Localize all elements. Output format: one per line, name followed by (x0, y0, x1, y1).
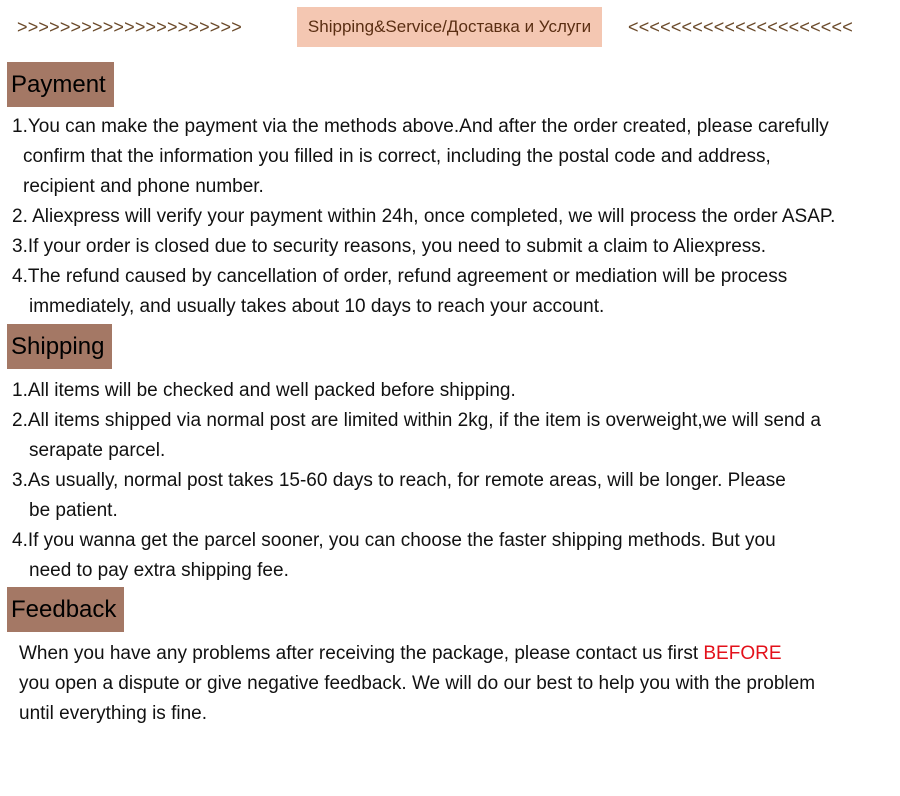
feedback-line-1-text: When you have any problems after receiving the package, please contact us first (19, 643, 704, 664)
before-highlight: BEFORE (703, 643, 782, 664)
shipping-service-banner (0, 0, 900, 56)
payment-line-2: confirm that the information you filled in is correct, including the postal code and address, (23, 146, 771, 167)
feedback-line-3: until everything is fine. (19, 703, 207, 724)
shipping-line-2: 2.All items shipped via normal post are limited within 2kg, if the item is overweight,we will send a (12, 410, 821, 431)
payment-heading: Payment (7, 62, 114, 107)
shipping-line-1: 1.All items will be checked and well packed before shipping. (12, 380, 516, 401)
shipping-line-5: be patient. (29, 500, 118, 521)
banner-title: Shipping&Service/Доставка и Услуги (297, 7, 602, 47)
payment-line-5: 3.If your order is closed due to security reasons, you need to submit a claim to Aliexpress. (12, 236, 767, 257)
payment-line-4: 2. Aliexpress will verify your payment within 24h, once completed, we will process the order ASAP. (12, 206, 836, 227)
shipping-heading: Shipping (7, 324, 112, 369)
shipping-line-7: need to pay extra shipping fee. (29, 560, 289, 581)
payment-line-7: immediately, and usually takes about 10 days to reach your account. (29, 296, 605, 317)
payment-line-6: 4.The refund caused by cancellation of order, refund agreement or mediation will be process (12, 266, 788, 287)
feedback-line-1 (19, 639, 782, 669)
feedback-heading: Feedback (7, 587, 124, 632)
shipping-line-4: 3.As usually, normal post takes 15-60 days to reach, for remote areas, will be longer. Please (12, 470, 786, 491)
banner-left-arrows: >>>>>>>>>>>>>>>>>>>>> (17, 17, 242, 37)
shipping-line-6: 4.If you wanna get the parcel sooner, you can choose the faster shipping methods. But you (12, 530, 776, 551)
payment-line-1: 1.You can make the payment via the methods above.And after the order created, please carefully (12, 116, 829, 137)
payment-line-3: recipient and phone number. (23, 176, 264, 197)
banner-right-arrows: <<<<<<<<<<<<<<<<<<<<< (628, 17, 853, 37)
shipping-line-3: serapate parcel. (29, 440, 166, 461)
feedback-line-2: you open a dispute or give negative feedback. We will do our best to help you with the problem (19, 673, 816, 694)
